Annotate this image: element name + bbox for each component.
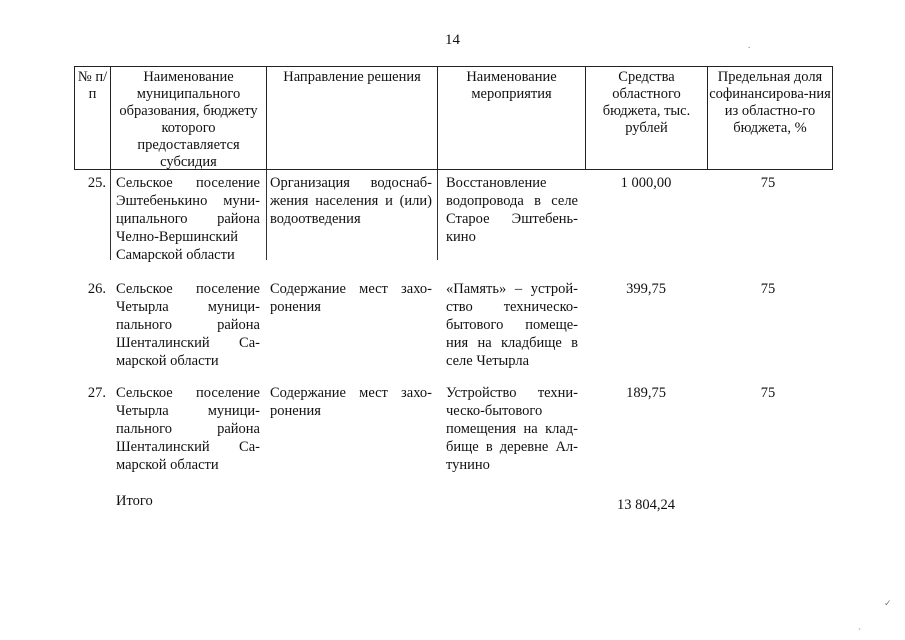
row-num: 26.	[87, 281, 106, 297]
row-amount: 189,75	[626, 385, 666, 401]
row-municipality: Сельское поселение Эштебенькино муни-ципального района Челно-Вершинский Самарской области	[116, 175, 260, 263]
row-event: Восстановление водопровода в селе Старое Эштебень-кино	[446, 175, 578, 245]
row-share: 75	[760, 281, 776, 297]
row-direction: Содержание мест захо-ронения	[270, 385, 432, 419]
total-amount: 13 804,24	[617, 497, 675, 513]
row-amount: 1 000,00	[620, 175, 672, 191]
row-municipality: Сельское поселение Четырла муници-пального района Шенталинский Са-марской области	[116, 385, 260, 473]
column-divider	[110, 170, 111, 260]
row-share: 75	[760, 385, 776, 401]
header-share: Предельная доля софинансирова-ния из областно-го бюджета, %	[707, 66, 833, 170]
header-municipality: Наименование муниципального образования, бюджету которого предоставляется субсидия	[110, 66, 266, 170]
row-amount: 399,75	[626, 281, 666, 297]
row-direction: Содержание мест захо-ронения	[270, 281, 432, 315]
header-event: Наименование мероприятия	[437, 66, 585, 170]
header-amount: Средства областного бюджета, тыс. рублей	[585, 66, 707, 170]
row-event: «Память» – устрой-ство техническо-бытового помеще-ния на кладбище в селе Четырла	[446, 281, 578, 369]
total-label: Итого	[116, 493, 153, 509]
row-direction: Организация водоснаб-жения населения и (или) водоотведения	[270, 175, 432, 227]
column-divider	[266, 170, 267, 260]
row-share: 75	[760, 175, 776, 191]
header-num: № п/п	[74, 66, 110, 170]
column-divider	[437, 170, 438, 260]
scan-mark: .	[748, 40, 751, 50]
row-municipality: Сельское поселение Четырла муници-пального района Шенталинский Са-марской области	[116, 281, 260, 369]
row-num: 25.	[87, 175, 106, 191]
page-number: 14	[445, 32, 460, 48]
scan-mark: ˎ	[858, 620, 861, 630]
scan-mark: ✓	[884, 598, 892, 608]
row-event: Устройство техни-ческо-бытового помещения на клад-бище в деревне Ал-тунино	[446, 385, 578, 473]
header-direction: Направление решения	[266, 66, 437, 170]
row-num: 27.	[87, 385, 106, 401]
